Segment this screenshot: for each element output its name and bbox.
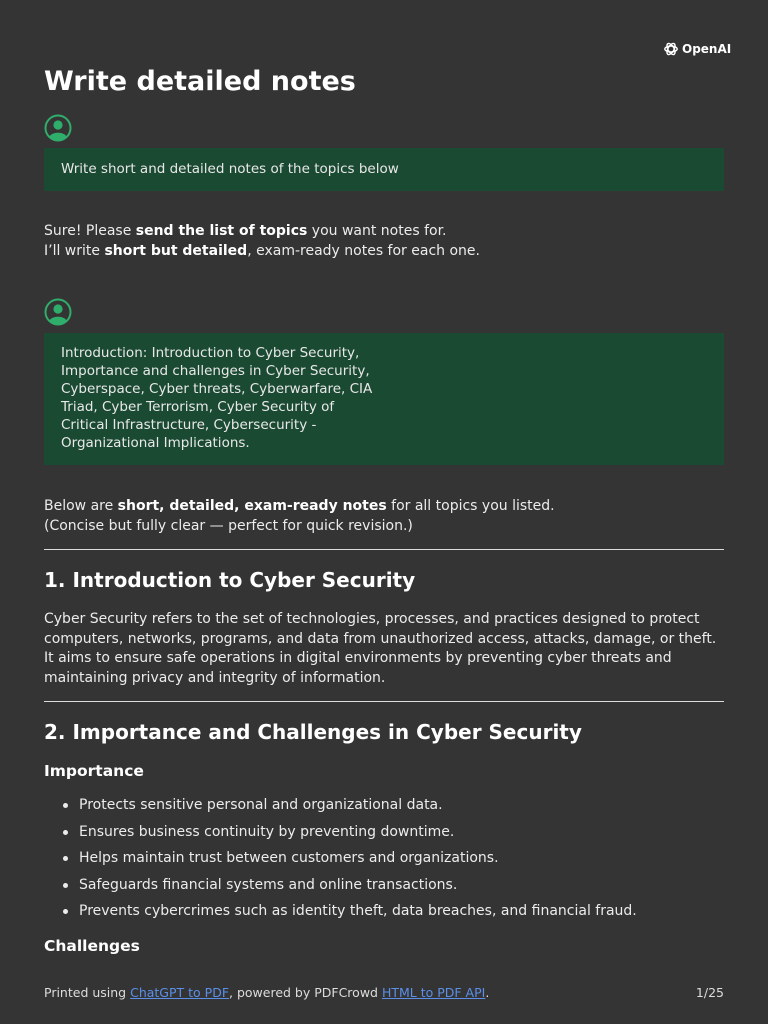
user-message-text: Write short and detailed notes of the topics below bbox=[61, 161, 399, 177]
openai-logo bbox=[663, 41, 731, 57]
footer-credit bbox=[44, 985, 489, 1000]
logo-text: OpenAI bbox=[682, 42, 732, 56]
list-item: Prevents cybercrimes such as identity theft, data breaches, and financial fraud. bbox=[44, 902, 637, 929]
section-heading: 2. Importance and Challenges in Cyber Security bbox=[44, 720, 582, 744]
footer-text: , powered by PDFCrowd bbox=[229, 985, 382, 1000]
page-title: Write detailed notes bbox=[44, 66, 356, 97]
section-heading: 1. Introduction to Cyber Security bbox=[44, 568, 416, 592]
text-run: for all topics you listed. bbox=[386, 498, 555, 514]
page-number: 1/25 bbox=[695, 985, 724, 1000]
text-run: Sure! Please bbox=[44, 223, 136, 239]
bold-text: short but detailed bbox=[104, 242, 248, 259]
text-run: you want notes for. bbox=[307, 223, 447, 239]
html-to-pdf-api-link[interactable]: HTML to PDF API bbox=[381, 985, 486, 1000]
text-run: , exam-ready notes for each one. bbox=[247, 242, 480, 259]
assistant-message bbox=[44, 497, 734, 536]
user-message-text: Introduction: Introduction to Cyber Security, Importance and challenges in Cyber Security, Cyberspace, Cyber threats, Cyberwarfare, CIA Triad, Cyber Terrorism, Cyber Security of Critical Infrastructure, Cybersecurity - Organizational Implications. bbox=[61, 345, 373, 451]
text-run: (Concise but fully clear — perfect for quick revision.) bbox=[44, 517, 413, 534]
text-run: I’ll write bbox=[44, 242, 105, 259]
bold-text: short, detailed, exam-ready notes bbox=[117, 498, 387, 514]
divider bbox=[44, 701, 724, 702]
user-avatar bbox=[44, 298, 72, 326]
user-avatar bbox=[44, 114, 72, 142]
user-message-bubble bbox=[44, 333, 724, 465]
footer bbox=[44, 985, 724, 1000]
bold-text: send the list of topics bbox=[135, 223, 308, 239]
list-item: Helps maintain trust between customers and organizations. bbox=[44, 849, 637, 876]
text-run: Below are bbox=[44, 498, 118, 514]
list-item: Safeguards financial systems and online transactions. bbox=[44, 876, 637, 903]
user-avatar-icon bbox=[44, 298, 72, 326]
user-avatar-icon bbox=[44, 114, 72, 142]
list-item: Ensures business continuity by preventing downtime. bbox=[44, 823, 637, 850]
chatgpt-to-pdf-link[interactable]: ChatGPT to PDF bbox=[130, 985, 230, 1000]
text-run: It aims to ensure safe operations in digital environments by preventing cyber threats and maintaining privacy and integrity of information. bbox=[44, 650, 672, 686]
subheading-importance: Importance bbox=[44, 762, 144, 780]
divider bbox=[44, 549, 724, 550]
openai-logo-icon bbox=[663, 41, 679, 57]
footer-text: Printed using bbox=[44, 985, 131, 1000]
footer-text: . bbox=[485, 985, 490, 1000]
subheading-challenges: Challenges bbox=[44, 937, 140, 955]
assistant-message bbox=[44, 222, 734, 261]
text-run: Cyber Security refers to the set of technologies, processes, and practices designed to protect computers, networks, programs, and data from unauthorized access, attacks, damage, or theft. bbox=[44, 611, 717, 647]
section-paragraph bbox=[44, 610, 734, 688]
importance-list bbox=[44, 796, 637, 929]
user-message-bubble bbox=[44, 148, 724, 191]
list-item: Protects sensitive personal and organizational data. bbox=[44, 796, 637, 823]
